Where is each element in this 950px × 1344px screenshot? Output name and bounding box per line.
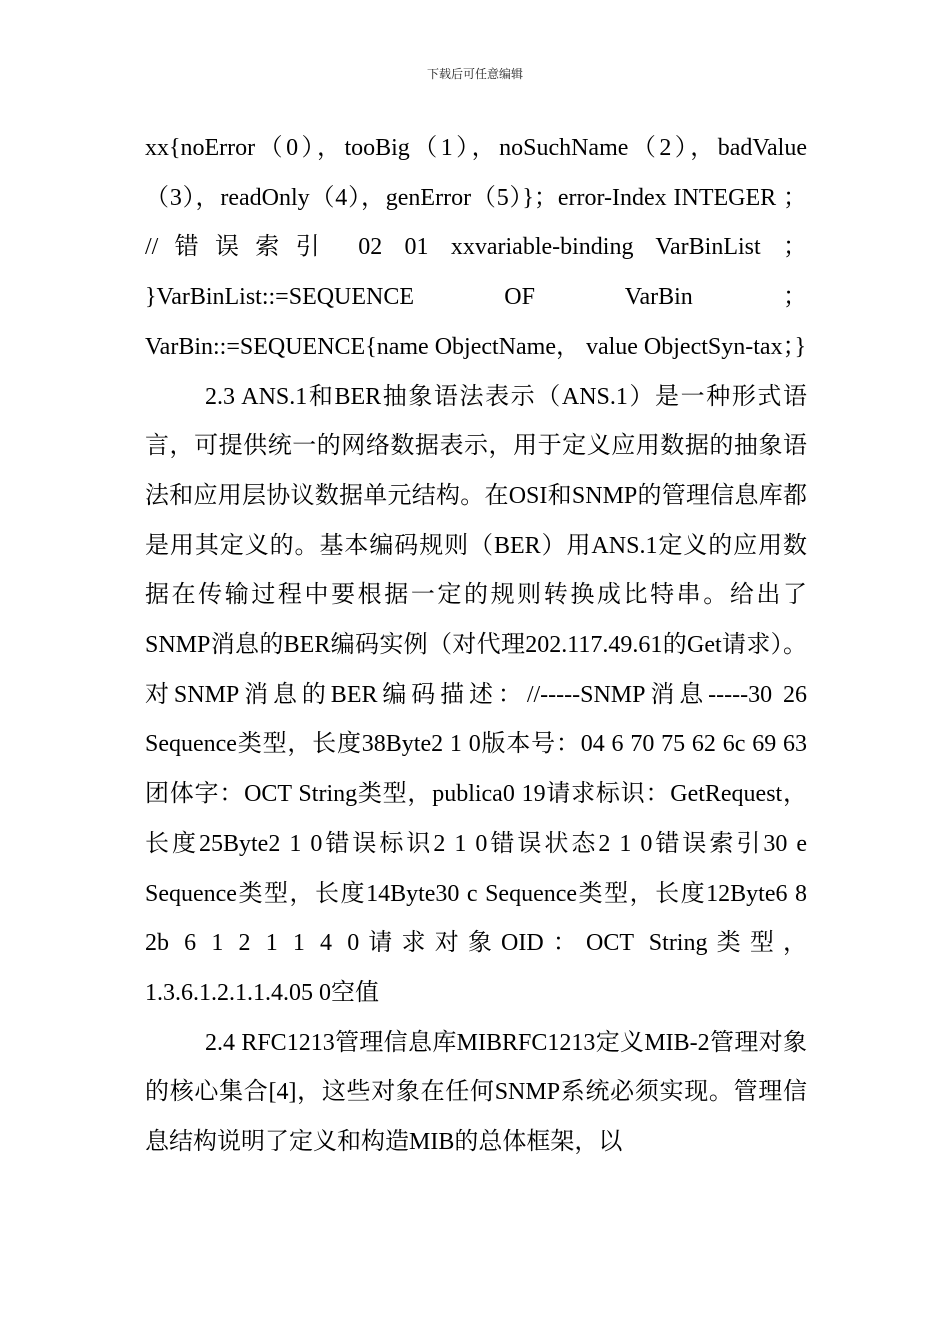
paragraph-section-2-3: 2.3 ANS.1和BER抽象语法表示（ANS.1）是一种形式语言，可提供统一的网络数据表示，用于定义应用数据的抽象语法和应用层协议数据单元结构。在OSI和SNMP的管理信息库都是用其定义的。基本编码规则（BER）用ANS.1定义的应用数据在传输过程中要根据一定的规则转换成比特串。给出了SNMP消息的BER编码实例（对代理202.117.49.61的Get请求）。对SNMP消息的BER编码描述：//-----SNMP消息-----30 26 Sequence类型，长度38Byte2 1 0版本号：04 6 70 75 62 6c 69 63团体字：OCT String类型，publica0 19请求标识：GetRequest，长度25Byte2 1 0错误标识2 1 0错误状态2 1 0错误索引30 e Sequence类型，长度14Byte30 c Sequence类型，长度12Byte6 8 2b 6 1 2 1 1 4 0请求对象OID：OCT String类型，1.3.6.1.2.1.1.4.05 0空值 [145, 383, 807, 1006]
document-body [145, 124, 807, 1168]
page-header: 下载后可任意编辑 [426, 67, 523, 81]
paragraph-pdu-definition: xx{noError（0），tooBig（1），noSuchName（2），badValue（3），readOnly（4），genError（5）}；error-Index INTEGER ； //错误索引 02 01 xxvariable-binding VarBinList ； }VarBinList::=SEQUENCE OF VarBin ； VarBin::=SEQUENCE{name ObjectName， value ObjectSyn-tax；} [145, 135, 807, 360]
paragraph-section-2-4: 2.4 RFC1213管理信息库MIBRFC1213定义MIB-2管理对象的核心集合[4]，这些对象在任何SNMP系统必须实现。管理信息结构说明了定义和构造MIB的总体框架，以 [145, 1029, 807, 1156]
